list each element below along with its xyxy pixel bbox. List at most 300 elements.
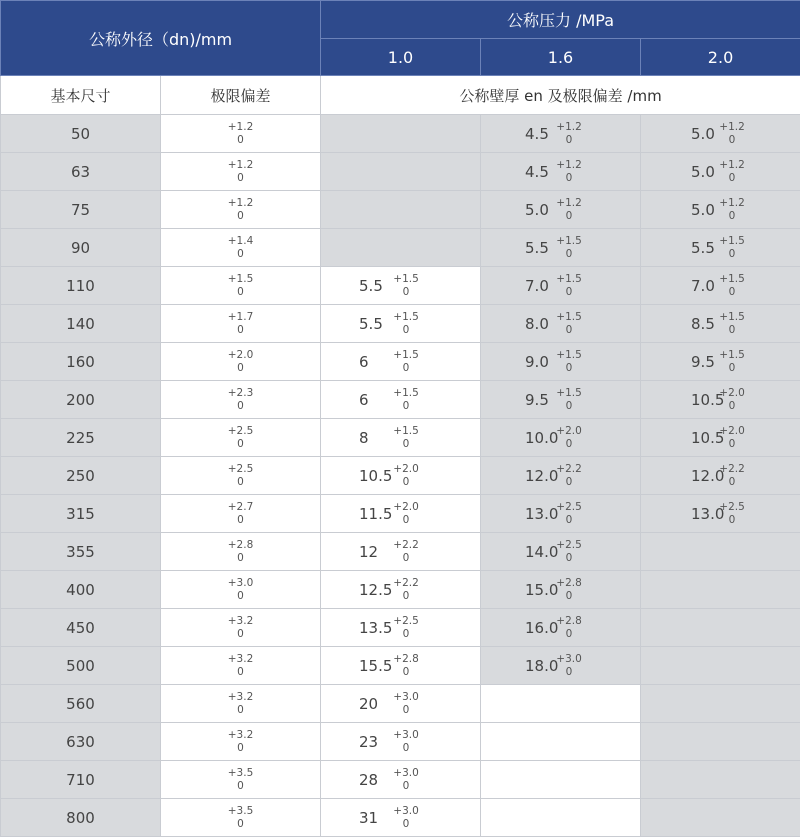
- tolerance-stack: [161, 159, 320, 185]
- wall-tolerance-lower: 0: [566, 666, 573, 679]
- wall-tolerance-lower: 0: [566, 590, 573, 603]
- wall-thickness-cell: [641, 191, 800, 229]
- wall-tolerance: [551, 387, 587, 413]
- wall-tolerance-upper: +1.5: [719, 273, 745, 286]
- tolerance-lower: 0: [237, 818, 244, 831]
- wall-entry: [321, 495, 480, 532]
- tolerance-stack: [161, 273, 320, 299]
- tolerance-lower: 0: [237, 628, 244, 641]
- tolerance-cell: [161, 723, 321, 761]
- wall-value: 5.0: [641, 163, 719, 181]
- wall-entry: [641, 305, 800, 342]
- wall-entry: [481, 381, 640, 418]
- wall-tolerance-lower: 0: [403, 628, 410, 641]
- tolerance-upper: +1.2: [228, 197, 254, 210]
- tolerance-header: 极限偏差: [161, 76, 321, 115]
- wall-tolerance-lower: 0: [566, 134, 573, 147]
- wall-thickness-cell: [641, 495, 800, 533]
- wall-tolerance: [551, 159, 587, 185]
- wall-value: 12.0: [481, 467, 553, 485]
- wall-value: 18.0: [481, 657, 553, 675]
- table-row: [1, 647, 800, 685]
- wall-entry: [321, 305, 480, 342]
- tolerance-upper: +3.5: [228, 805, 254, 818]
- wall-tolerance-upper: +1.5: [393, 425, 419, 438]
- wall-tolerance-upper: +1.5: [556, 273, 582, 286]
- basic-size-cell: 560: [1, 685, 161, 723]
- tolerance-lower: 0: [237, 780, 244, 793]
- table-row: [1, 419, 800, 457]
- tolerance-stack: [161, 729, 320, 755]
- wall-value: 9.0: [481, 353, 553, 371]
- tolerance-upper: +1.4: [228, 235, 254, 248]
- wall-thickness-cell: [641, 343, 800, 381]
- tolerance-upper: +1.7: [228, 311, 254, 324]
- empty-cell: [641, 723, 800, 761]
- empty-cell: [321, 229, 481, 267]
- wall-tolerance-lower: 0: [729, 210, 736, 223]
- basic-size-cell: 500: [1, 647, 161, 685]
- tolerance-cell: [161, 419, 321, 457]
- wall-tolerance: [381, 387, 431, 413]
- wall-tolerance-upper: +2.0: [719, 387, 745, 400]
- table-row: [1, 381, 800, 419]
- wall-tolerance-lower: 0: [729, 324, 736, 337]
- wall-value: 9.5: [481, 391, 553, 409]
- table-row: [1, 267, 800, 305]
- table-row: [1, 799, 800, 837]
- wall-value: 10.0: [481, 429, 553, 447]
- table-row: [1, 761, 800, 799]
- wall-value: 12.5: [321, 581, 379, 599]
- wall-thickness-cell: [481, 381, 641, 419]
- wall-tolerance-upper: +1.5: [556, 235, 582, 248]
- tolerance-stack: [161, 653, 320, 679]
- basic-size-cell: 200: [1, 381, 161, 419]
- wall-entry: [481, 533, 640, 570]
- tolerance-stack: [161, 197, 320, 223]
- wall-value: 15.5: [321, 657, 379, 675]
- wall-thickness-cell: [481, 495, 641, 533]
- tolerance-lower: 0: [237, 362, 244, 375]
- tolerance-cell: [161, 381, 321, 419]
- wall-entry: [481, 191, 640, 228]
- wall-tolerance-upper: +3.0: [393, 729, 419, 742]
- wall-thickness-cell: [321, 609, 481, 647]
- tolerance-upper: +1.2: [228, 121, 254, 134]
- wall-thickness-cell: [481, 343, 641, 381]
- wall-tolerance-lower: 0: [566, 476, 573, 489]
- wall-thickness-cell: [321, 761, 481, 799]
- wall-entry: [481, 115, 640, 152]
- wall-value: 10.5: [321, 467, 379, 485]
- wall-tolerance: [715, 197, 749, 223]
- tolerance-lower: 0: [237, 210, 244, 223]
- tolerance-lower: 0: [237, 324, 244, 337]
- wall-tolerance-upper: +2.5: [556, 501, 582, 514]
- wall-entry: [641, 153, 800, 190]
- wall-entry: [481, 647, 640, 684]
- table-row: [1, 723, 800, 761]
- wall-tolerance: [715, 311, 749, 337]
- wall-entry: [321, 609, 480, 646]
- tolerance-cell: [161, 761, 321, 799]
- wall-entry: [481, 457, 640, 494]
- wall-entry: [321, 571, 480, 608]
- wall-tolerance-lower: 0: [403, 476, 410, 489]
- wall-value: 13.0: [641, 505, 719, 523]
- tolerance-upper: +3.5: [228, 767, 254, 780]
- empty-cell: [641, 799, 800, 837]
- table-row: [1, 685, 800, 723]
- table-row: [1, 609, 800, 647]
- wall-tolerance: [551, 349, 587, 375]
- wall-value: 6: [321, 391, 379, 409]
- wall-thickness-cell: [481, 457, 641, 495]
- wall-thickness-cell: [481, 267, 641, 305]
- wall-entry: [321, 267, 480, 304]
- wall-tolerance-lower: 0: [729, 134, 736, 147]
- tolerance-stack: [161, 767, 320, 793]
- wall-entry: [321, 533, 480, 570]
- wall-thickness-cell: [641, 115, 800, 153]
- wall-tolerance: [715, 387, 749, 413]
- wall-tolerance-upper: +3.0: [393, 691, 419, 704]
- table-row: [1, 495, 800, 533]
- wall-entry: [641, 267, 800, 304]
- wall-value: 13.0: [481, 505, 553, 523]
- wall-value: 12: [321, 543, 379, 561]
- wall-tolerance: [551, 273, 587, 299]
- wall-value: 10.5: [641, 391, 719, 409]
- tolerance-stack: [161, 387, 320, 413]
- tolerance-stack: [161, 539, 320, 565]
- basic-size-cell: 315: [1, 495, 161, 533]
- wall-tolerance-upper: +1.2: [556, 121, 582, 134]
- tolerance-lower: 0: [237, 248, 244, 261]
- wall-tolerance-lower: 0: [729, 514, 736, 527]
- basic-size-cell: 800: [1, 799, 161, 837]
- wall-entry: [321, 647, 480, 684]
- tolerance-cell: [161, 305, 321, 343]
- wall-entry: [481, 419, 640, 456]
- table-row: [1, 153, 800, 191]
- basic-size-cell: 63: [1, 153, 161, 191]
- wall-tolerance-lower: 0: [566, 362, 573, 375]
- wall-tolerance-upper: +2.8: [556, 615, 582, 628]
- table-row: [1, 571, 800, 609]
- wall-entry: [481, 609, 640, 646]
- wall-value: 11.5: [321, 505, 379, 523]
- wall-tolerance-upper: +2.0: [393, 501, 419, 514]
- wall-tolerance: [381, 577, 431, 603]
- tolerance-stack: [161, 235, 320, 261]
- wall-entry: [321, 457, 480, 494]
- empty-cell: [481, 799, 641, 837]
- tolerance-cell: [161, 153, 321, 191]
- tolerance-cell: [161, 571, 321, 609]
- basic-size-cell: 75: [1, 191, 161, 229]
- wall-tolerance-lower: 0: [403, 704, 410, 717]
- tolerance-upper: +3.0: [228, 577, 254, 590]
- wall-thickness-cell: [321, 723, 481, 761]
- wall-tolerance-upper: +1.2: [719, 121, 745, 134]
- wall-tolerance-lower: 0: [403, 324, 410, 337]
- wall-tolerance-upper: +1.2: [719, 159, 745, 172]
- wall-entry: [641, 457, 800, 494]
- wall-thickness-cell: [481, 115, 641, 153]
- tolerance-lower: 0: [237, 666, 244, 679]
- wall-value: 8.0: [481, 315, 553, 333]
- wall-value: 4.5: [481, 163, 553, 181]
- tolerance-stack: [161, 691, 320, 717]
- tolerance-cell: [161, 343, 321, 381]
- table-row: [1, 457, 800, 495]
- wall-entry: [321, 799, 480, 836]
- wall-entry: [481, 267, 640, 304]
- wall-value: 7.0: [481, 277, 553, 295]
- wall-tolerance-upper: +2.0: [719, 425, 745, 438]
- wall-tolerance: [551, 121, 587, 147]
- empty-cell: [481, 761, 641, 799]
- wall-tolerance-lower: 0: [403, 514, 410, 527]
- wall-entry: [321, 343, 480, 380]
- wall-entry: [321, 381, 480, 418]
- tolerance-stack: [161, 311, 320, 337]
- wall-tolerance-lower: 0: [403, 438, 410, 451]
- wall-tolerance-upper: +2.2: [393, 577, 419, 590]
- wall-value: 4.5: [481, 125, 553, 143]
- empty-cell: [481, 685, 641, 723]
- wall-tolerance-lower: 0: [729, 476, 736, 489]
- wall-tolerance-upper: +1.5: [719, 311, 745, 324]
- empty-cell: [321, 115, 481, 153]
- wall-thickness-cell: [481, 419, 641, 457]
- wall-value: 13.5: [321, 619, 379, 637]
- wall-value: 7.0: [641, 277, 719, 295]
- wall-tolerance-lower: 0: [403, 552, 410, 565]
- wall-tolerance-upper: +1.5: [556, 311, 582, 324]
- wall-thickness-cell: [481, 647, 641, 685]
- wall-tolerance-lower: 0: [403, 400, 410, 413]
- wall-thickness-cell: [321, 571, 481, 609]
- wall-thickness-cell: [321, 381, 481, 419]
- wall-tolerance: [381, 463, 431, 489]
- table-body: [1, 115, 800, 837]
- wall-tolerance-lower: 0: [566, 324, 573, 337]
- wall-tolerance-upper: +1.5: [393, 311, 419, 324]
- wall-tolerance-upper: +1.2: [556, 197, 582, 210]
- tolerance-stack: [161, 501, 320, 527]
- basic-size-cell: 710: [1, 761, 161, 799]
- wall-tolerance-lower: 0: [403, 590, 410, 603]
- wall-tolerance: [381, 425, 431, 451]
- wall-tolerance-lower: 0: [729, 362, 736, 375]
- wall-thickness-cell: [321, 685, 481, 723]
- wall-thickness-cell: [321, 343, 481, 381]
- wall-thickness-cell: [321, 457, 481, 495]
- basic-size-cell: 140: [1, 305, 161, 343]
- wall-entry: [641, 191, 800, 228]
- wall-entry: [641, 381, 800, 418]
- tolerance-stack: [161, 463, 320, 489]
- wall-thickness-cell: [481, 609, 641, 647]
- wall-tolerance: [551, 539, 587, 565]
- tolerance-cell: [161, 115, 321, 153]
- wall-thickness-cell: [481, 229, 641, 267]
- wall-tolerance-lower: 0: [403, 818, 410, 831]
- wall-entry: [321, 723, 480, 760]
- wall-tolerance-lower: 0: [729, 286, 736, 299]
- empty-cell: [641, 647, 800, 685]
- wall-entry: [641, 229, 800, 266]
- wall-value: 8.5: [641, 315, 719, 333]
- tolerance-upper: +2.5: [228, 425, 254, 438]
- basic-size-cell: 400: [1, 571, 161, 609]
- tolerance-cell: [161, 609, 321, 647]
- table-row: [1, 343, 800, 381]
- wall-tolerance: [551, 197, 587, 223]
- wall-entry: [641, 495, 800, 532]
- wall-value: 20: [321, 695, 379, 713]
- wall-value: 5.0: [481, 201, 553, 219]
- wall-tolerance-lower: 0: [403, 780, 410, 793]
- wall-tolerance-lower: 0: [403, 742, 410, 755]
- tolerance-lower: 0: [237, 476, 244, 489]
- basic-size-cell: 110: [1, 267, 161, 305]
- wall-thickness-cell: [641, 419, 800, 457]
- wall-thickness-cell: [321, 799, 481, 837]
- tolerance-cell: [161, 267, 321, 305]
- tolerance-cell: [161, 533, 321, 571]
- wall-tolerance-lower: 0: [403, 362, 410, 375]
- wall-tolerance: [715, 501, 749, 527]
- tolerance-lower: 0: [237, 286, 244, 299]
- wall-tolerance: [381, 767, 431, 793]
- table-row: [1, 115, 800, 153]
- wall-tolerance-upper: +2.2: [719, 463, 745, 476]
- wall-value: 5.0: [641, 125, 719, 143]
- wall-thickness-cell: [641, 267, 800, 305]
- table-row: [1, 191, 800, 229]
- wall-value: 28: [321, 771, 379, 789]
- wall-thickness-cell: [321, 419, 481, 457]
- tolerance-upper: +3.2: [228, 653, 254, 666]
- wall-value: 6: [321, 353, 379, 371]
- wall-tolerance-lower: 0: [403, 286, 410, 299]
- empty-cell: [641, 761, 800, 799]
- wall-tolerance: [715, 121, 749, 147]
- tolerance-upper: +3.2: [228, 729, 254, 742]
- wall-tolerance-upper: +2.5: [556, 539, 582, 552]
- tolerance-lower: 0: [237, 438, 244, 451]
- empty-cell: [321, 153, 481, 191]
- wall-tolerance: [551, 235, 587, 261]
- pressure-header: 公称压力 /MPa: [321, 1, 800, 39]
- wall-entry: [481, 343, 640, 380]
- wall-tolerance: [551, 653, 587, 679]
- wall-entry: [641, 419, 800, 456]
- wall-tolerance: [551, 615, 587, 641]
- wall-entry: [321, 761, 480, 798]
- tolerance-stack: [161, 577, 320, 603]
- wall-value: 12.0: [641, 467, 719, 485]
- tolerance-cell: [161, 495, 321, 533]
- tolerance-upper: +2.0: [228, 349, 254, 362]
- wall-tolerance: [381, 311, 431, 337]
- wall-tolerance-lower: 0: [729, 248, 736, 261]
- empty-cell: [641, 685, 800, 723]
- tolerance-cell: [161, 799, 321, 837]
- wall-tolerance-upper: +1.2: [556, 159, 582, 172]
- wall-thickness-cell: [641, 305, 800, 343]
- pressure-1-6: 1.6: [481, 39, 641, 76]
- wall-tolerance-lower: 0: [566, 438, 573, 451]
- wall-value: 16.0: [481, 619, 553, 637]
- wall-tolerance-upper: +2.8: [556, 577, 582, 590]
- wall-tolerance-upper: +3.0: [393, 767, 419, 780]
- tolerance-upper: +2.5: [228, 463, 254, 476]
- tolerance-cell: [161, 191, 321, 229]
- wall-thickness-cell: [321, 533, 481, 571]
- wall-tolerance-lower: 0: [566, 286, 573, 299]
- wall-thickness-cell: [321, 647, 481, 685]
- wall-tolerance: [715, 235, 749, 261]
- tolerance-upper: +1.2: [228, 159, 254, 172]
- wall-tolerance: [381, 653, 431, 679]
- tolerance-stack: [161, 615, 320, 641]
- wall-tolerance-upper: +3.0: [393, 805, 419, 818]
- basic-size-cell: 355: [1, 533, 161, 571]
- wall-tolerance: [715, 463, 749, 489]
- tolerance-upper: +2.7: [228, 501, 254, 514]
- tolerance-upper: +3.2: [228, 615, 254, 628]
- wall-thickness-cell: [481, 533, 641, 571]
- basic-size-cell: 250: [1, 457, 161, 495]
- wall-tolerance: [381, 615, 431, 641]
- wall-thickness-cell: [321, 305, 481, 343]
- wall-value: 8: [321, 429, 379, 447]
- wall-entry: [481, 571, 640, 608]
- basic-size-cell: 50: [1, 115, 161, 153]
- wall-tolerance: [381, 805, 431, 831]
- wall-tolerance: [715, 273, 749, 299]
- wall-tolerance: [551, 501, 587, 527]
- wall-tolerance-lower: 0: [566, 628, 573, 641]
- wall-tolerance-upper: +2.8: [393, 653, 419, 666]
- tolerance-upper: +1.5: [228, 273, 254, 286]
- tolerance-lower: 0: [237, 742, 244, 755]
- wall-value: 15.0: [481, 581, 553, 599]
- tolerance-lower: 0: [237, 400, 244, 413]
- tolerance-stack: [161, 121, 320, 147]
- table-row: [1, 229, 800, 267]
- wall-value: 5.5: [641, 239, 719, 257]
- wall-value: 10.5: [641, 429, 719, 447]
- wall-tolerance: [381, 501, 431, 527]
- wall-tolerance: [715, 349, 749, 375]
- wall-tolerance-lower: 0: [729, 400, 736, 413]
- wall-tolerance: [551, 463, 587, 489]
- wall-thickness-cell: [321, 267, 481, 305]
- wall-thickness-cell: [481, 153, 641, 191]
- basic-size-cell: 630: [1, 723, 161, 761]
- wall-tolerance-upper: +1.5: [393, 387, 419, 400]
- tolerance-cell: [161, 457, 321, 495]
- wall-value: 14.0: [481, 543, 553, 561]
- wall-thickness-cell: [641, 457, 800, 495]
- tolerance-lower: 0: [237, 590, 244, 603]
